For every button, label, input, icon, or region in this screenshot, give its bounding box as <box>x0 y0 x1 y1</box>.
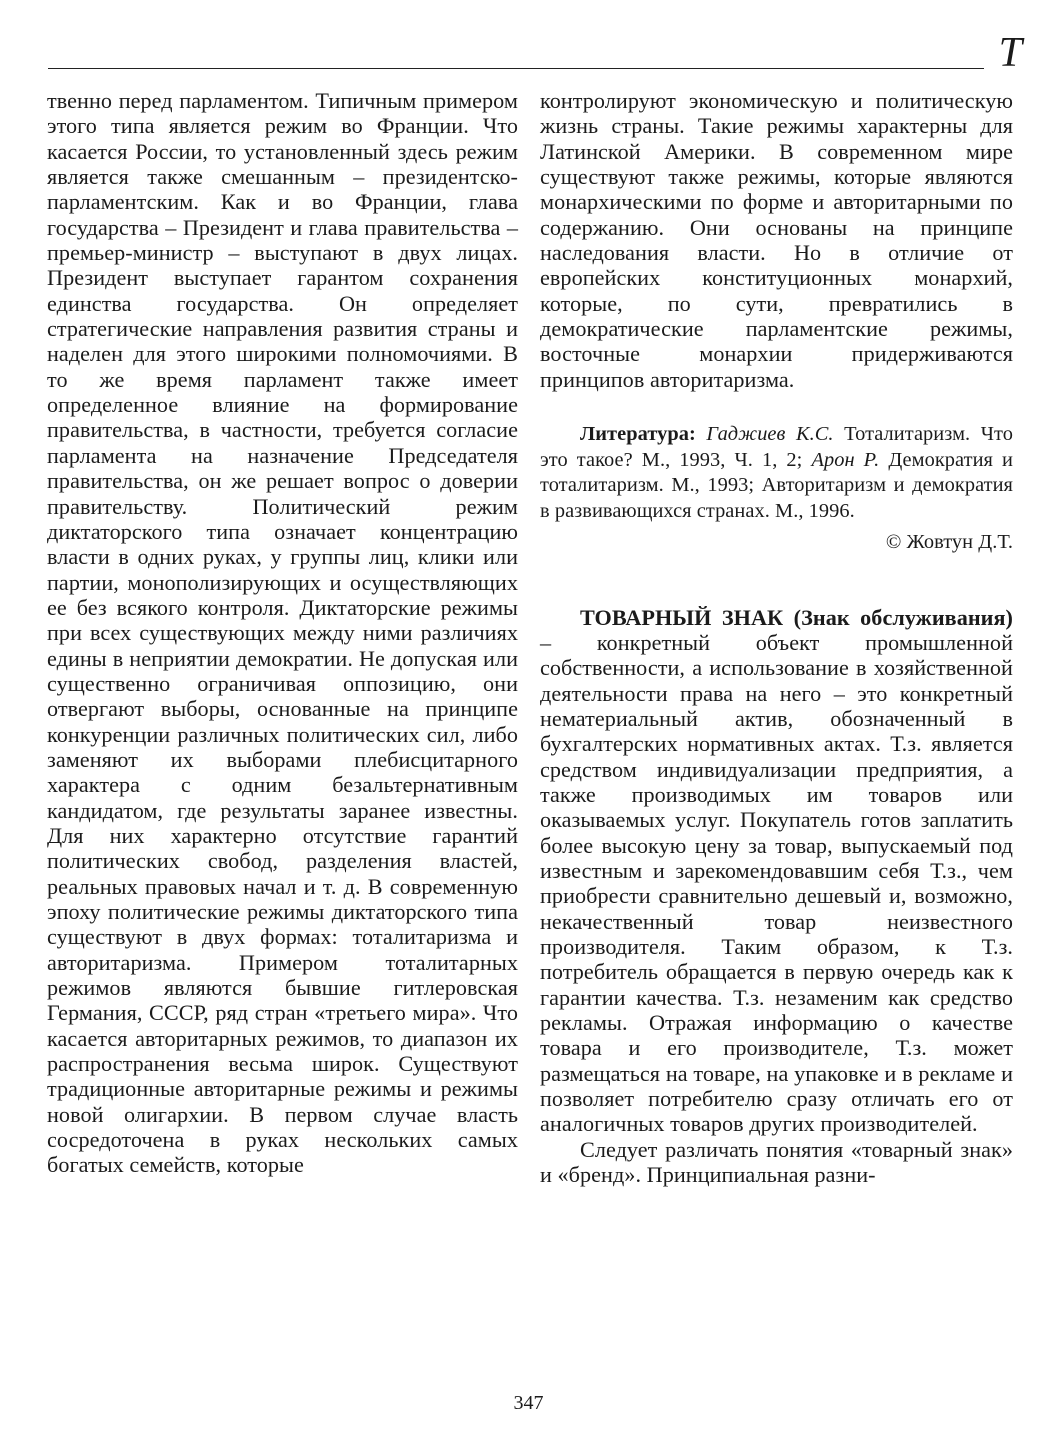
right-column-paragraph: контролируют экономическую и политическую жизнь страны. Такие режимы характерны для Латинской Америки. В современном мире существуют также режимы, которые являются монархическими по форме и авторитарными по содержанию. Они основаны на принципе наследования власти. Но в отличие от европейских конституционных монархий, которые, по сути, превратились в демократические парламентские режимы, восточные монархии придерживаются принципов авторитаризма. <box>540 88 1013 392</box>
header-rule <box>48 68 984 69</box>
dictionary-entry <box>540 605 1013 1137</box>
literature-author-2: Арон Р. <box>811 448 880 471</box>
entry-term: ТОВАРНЫЙ ЗНАК (Знак обслуживания) <box>580 604 1013 630</box>
page-number: 347 <box>513 1392 544 1414</box>
literature-author-1: Гаджиев К.С. <box>706 423 834 446</box>
entry-definition: – конкретный объект промышленной собственности, а использование в хозяйственной деятельности права на него – это конкретный нематериальный актив, обозначенный в бухгалтерских нормативных актах. Т.з. является средством индивидуализации предприятия, а также производимых им товаров или оказываемых услуг. Покупатель готов заплатить более высокую цену за товар, выпускаемый под известным и зарекомендовавшим себя Т.з., чем приобрести сравнительно дешевый и, возможно, некачественный товар неизвестного производителя. Таким образом, к Т.з. потребитель обращается в первую очередь как к гарантии качества. Т.з. незаменим как средство рекламы. Отражая информацию о качестве товара и его производителе, Т.з. может размещаться на товаре, на упаковке и в рекламе и позволяет потребителю сразу отличать его от аналогичных товаров других производителей. <box>540 629 1013 1137</box>
literature-reference <box>540 422 1013 524</box>
literature-work-2: Демократия и тоталитаризм. М., 1993; Авторитаризм и демократия в развивающихся странах. М., 1996. <box>540 448 1013 522</box>
section-letter: Т <box>998 30 1022 76</box>
literature-work-1: Тоталитаризм. Что это такое? М., 1993, Ч. 1, 2; <box>540 423 1013 471</box>
right-column <box>540 88 1013 1187</box>
left-column <box>47 88 518 1178</box>
running-header <box>48 30 1022 78</box>
literature-label: Литература: <box>580 423 696 446</box>
next-paragraph: Следует различать понятия «товарный знак» и «бренд». Принципиальная разни- <box>540 1136 1013 1188</box>
left-column-paragraph: твенно перед парламентом. Типичным примером этого типа является режим во Франции. Что касается России, то установленный здесь режим является также смешанным – президентско-парламентским. Как и во Франции, глава государства – Президент и глава правительства – премьер-министр – выступают в двух лицах. Президент выступает гарантом сохранения единства государства. Он определяет стратегические направления развития страны и наделен для этого широкими полномочиями. В то же время парламент также имеет определенное влияние на формирование правительства, в частности, требуется согласие парламента на назначение Председателя правительства, он же решает вопрос о доверии правительству. Политический режим диктаторского типа означает концентрацию власти в одних руках, у группы лиц, клики или партии, монополизирующих и осуществляющих ее без всякого контроля. Диктаторские режимы при всех существующих между ними различиях едины в неприятии демократии. Не допуская или существенно ограничивая оппозицию, они отвергают выборы, основанные на принципе конкуренции различных политических сил, либо заменяют их выборами плебисцитарного характера с одним безальтернативным кандидатом, где результаты заранее известны. Для них характерно отсутствие гарантий политических свобод, разделения властей, реальных правовых начал и т. д. В современную эпоху политические режимы диктаторского типа существуют в двух формах: тоталитаризма и авторитаризма. Примером тоталитарных режимов являются бывшие гитлеровская Германия, СССР, ряд стран «третьего мира». Что касается авторитарных режимов, то диапазон их распространения весьма широк. Существуют традиционные авторитарные режимы и режимы новой олигархии. В первом случае власть сосредоточена в руках нескольких самых богатых семейств, которые <box>47 88 518 1178</box>
copyright-author: © Жовтун Д.Т. <box>885 530 1013 553</box>
